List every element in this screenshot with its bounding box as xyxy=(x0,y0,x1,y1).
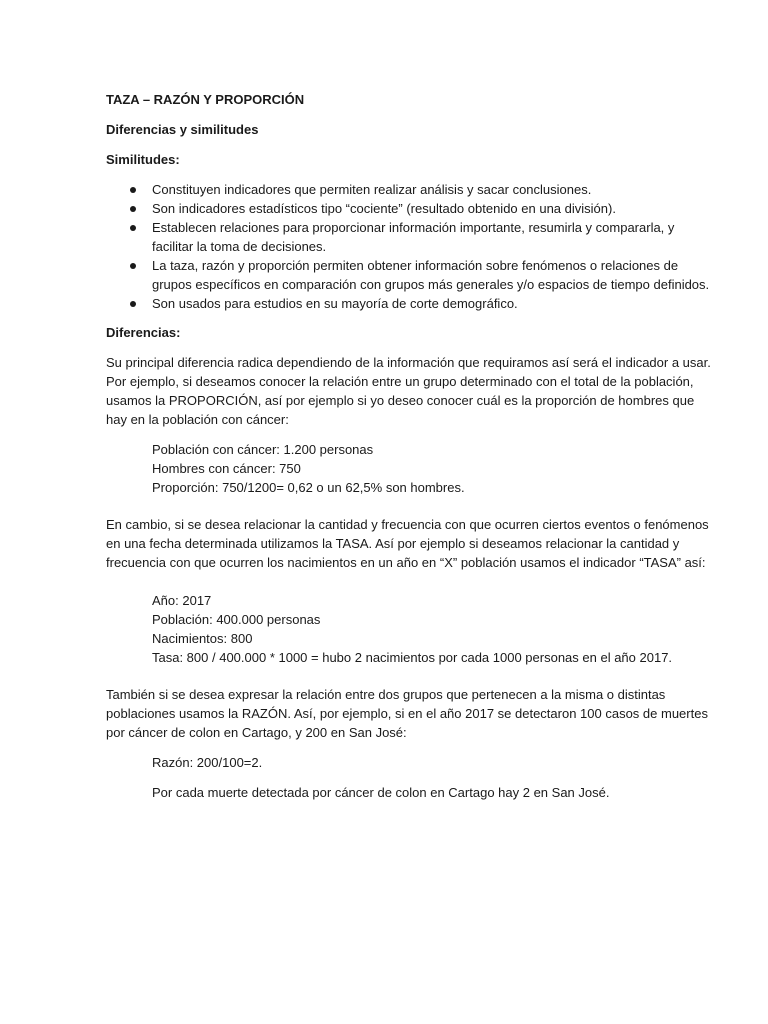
example-razon-formula: Razón: 200/100=2. xyxy=(152,755,263,770)
bullet-icon xyxy=(130,206,136,212)
paragraph-proporcion: Su principal diferencia radica dependiendo de la información que requiramos así será el indicador a usar. Por ejemplo, si deseamos conocer la relación entre un grupo determinado con el total de la población, usamos la PROPORCIÓN, así por ejemplo si yo deseo conocer cuál es la proporción de hombres que hay en la población con cáncer: xyxy=(106,355,711,427)
example-razon-conclusion: Por cada muerte detectada por cáncer de colon en Cartago hay 2 en San José. xyxy=(152,785,610,800)
example-line: Tasa: 800 / 400.000 * 1000 = hubo 2 nacimientos por cada 1000 personas en el año 2017. xyxy=(152,650,673,665)
example-line: Hombres con cáncer: 750 xyxy=(152,461,301,476)
diferencias-heading: Diferencias: xyxy=(106,325,181,340)
similitudes-heading: Similitudes: xyxy=(106,152,180,167)
bullet-icon xyxy=(130,301,136,307)
example-line: Año: 2017 xyxy=(152,593,212,608)
list-item xyxy=(106,199,718,218)
example-proporcion xyxy=(152,440,718,497)
bullet-icon xyxy=(130,263,136,269)
list-item-text: La taza, razón y proporción permiten obtener información sobre fenómenos o relaciones de grupos específicos en comparación con grupos más generales y/o espacios de tiempo definidos. xyxy=(152,258,710,292)
list-item xyxy=(106,218,718,256)
paragraph-tasa: En cambio, si se desea relacionar la cantidad y frecuencia con que ocurren ciertos eventos o fenómenos en una fecha determinada utilizamos la TASA. Así por ejemplo si deseamos relacionar la cantidad y frecuencia con que ocurren los nacimientos en un año en “X” población usamos el indicador “TASA” así: xyxy=(106,517,709,570)
example-line: Población con cáncer: 1.200 personas xyxy=(152,442,374,457)
document-title: TAZA – RAZÓN Y PROPORCIÓN xyxy=(106,92,305,107)
example-line: Nacimientos: 800 xyxy=(152,631,253,646)
example-tasa xyxy=(152,591,718,667)
similitudes-list xyxy=(106,180,718,313)
list-item-text: Establecen relaciones para proporcionar información importante, resumirla y compararla, y facilitar la toma de decisiones. xyxy=(152,220,675,254)
subtitle: Diferencias y similitudes xyxy=(106,122,259,137)
example-line: Proporción: 750/1200= 0,62 o un 62,5% son hombres. xyxy=(152,480,465,495)
bullet-icon xyxy=(130,187,136,193)
list-item xyxy=(106,256,718,294)
list-item xyxy=(106,294,718,313)
example-line: Población: 400.000 personas xyxy=(152,612,321,627)
bullet-icon xyxy=(130,225,136,231)
paragraph-razon: También si se desea expresar la relación entre dos grupos que pertenecen a la misma o distintas poblaciones usamos la RAZÓN. Así, por ejemplo, si en el año 2017 se detectaron 100 casos de muertes por cáncer de colon en Cartago, y 200 en San José: xyxy=(106,687,708,740)
list-item-text: Constituyen indicadores que permiten realizar análisis y sacar conclusiones. xyxy=(152,182,592,197)
list-item xyxy=(106,180,718,199)
list-item-text: Son indicadores estadísticos tipo “cociente” (resultado obtenido en una división). xyxy=(152,201,616,216)
list-item-text: Son usados para estudios en su mayoría de corte demográfico. xyxy=(152,296,518,311)
